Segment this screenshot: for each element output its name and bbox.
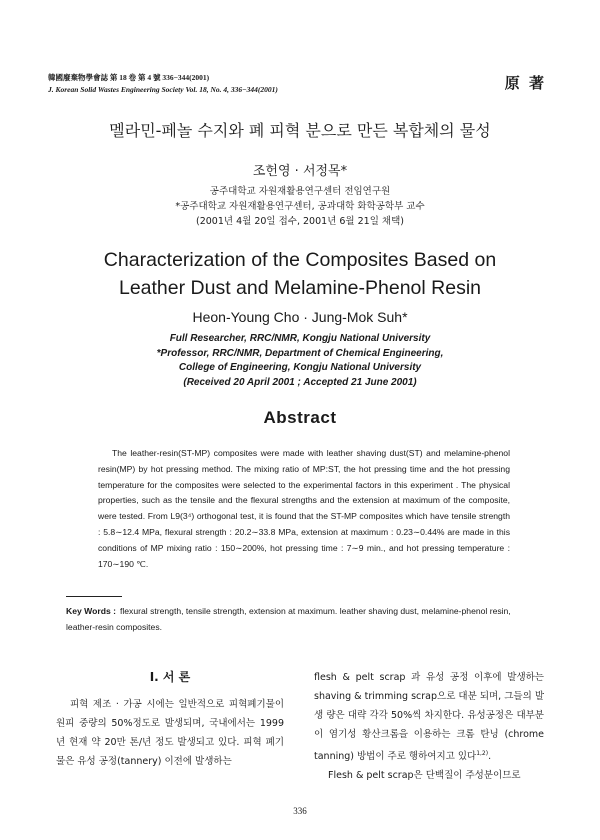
keywords-label: Key Words : — [66, 606, 116, 616]
authors-korean: 조헌영 · 서정목* — [252, 164, 348, 179]
affiliation-line: *Professor, RRC/NMR, Department of Chemical Engineering, — [156, 347, 444, 359]
affiliation-line: Full Researcher, RRC/NMR, Kongju National University — [169, 333, 431, 344]
journal-name-ko: 韓國廢棄物學會誌 第 18 卷 第 4 號 336−344(2001) — [48, 73, 210, 82]
keywords-divider — [66, 596, 122, 597]
paragraph-end: . — [488, 751, 492, 763]
citation-ref: 1,2) — [476, 750, 489, 757]
journal-name-en: J. Korean Solid Wastes Engineering Society Vol. 18, No. 4, 336−344(2001) — [48, 85, 278, 94]
body-column-left — [56, 668, 284, 771]
keywords — [66, 604, 542, 635]
affiliation-line: *공주대학교 자원재활용연구센터, 공과대학 화학공학부 교수 — [175, 201, 425, 212]
affiliations-korean — [0, 184, 600, 229]
abstract-text: The leather-resin(ST-MP) composites were made with leather shaving dust(ST) and melamine-phenol resin(MP) by hot pressing method. The mixing ratio of MP:ST, the hot pressing time and the hot pressing temperature for the composites were selected to the experimental factors in this experiment . The physical properties, such as the tensile and the flexural strengths and the extension at maximum of the composite, were tested. From L9(3⁴) orthogonal test, it is found that the ST-MP composites which have tensile strength : 5.8∼12.4 MPa, flexural strength : 20.2∼33.8 MPa, extension at maximum : 0.23∼0.44% are made in this conditions of MP mixing ratio : 150∼200%, hot pressing time : 7∼9 min., and hot pressing temperature : 170∼190 ℃. — [98, 448, 510, 569]
body-column-right — [314, 668, 544, 785]
keywords-text: flexural strength, tensile strength, extension at maximum. leather shaving dust, melamine-phenol resin, leather-resin composites. — [66, 606, 511, 632]
abstract-heading: Abstract — [263, 408, 337, 427]
body-paragraph: 피혁 제조 · 가공 시에는 일반적으로 피혁폐기물이 원피 중량의 50%정도로 발생되며, 국내에서는 1999년 현재 약 20만 톤/년 정도 발생되고 있다. 피혁 폐기물은 유성 공정(tannery) 이전에 발생하는 — [56, 699, 284, 767]
body-paragraph: Flesh & pelt scrap은 단백질이 주성분이므로 — [328, 770, 521, 782]
page-number: 336 — [293, 806, 307, 816]
received-dates-korean: (2001년 4월 20일 접수, 2001년 6월 21일 채택) — [196, 216, 404, 227]
title-english — [0, 246, 600, 302]
paragraph-text: flesh & pelt scrap 과 유성 공정 이후에 발생하는 shaving & trimming scrap으로 대분 되며, 그들의 발생 량은 대략 각각 50%씩 차지한다. 유성공정은 대부분이 염기성 황산크롬을 이용하는 크롬 탄닝 (chrome tanning) 방법이 주로 행하여지고 있다 — [314, 672, 544, 763]
section-heading: Ⅰ. 서 론 — [149, 670, 191, 684]
article-type-badge: 原 著 — [504, 74, 546, 92]
affiliation-line: 공주대학교 자원재활용연구센터 전임연구원 — [209, 186, 391, 197]
received-dates-english: (Received 20 April 2001 ; Accepted 21 June 2001) — [183, 376, 417, 388]
title-english-line: Characterization of the Composites Based on — [103, 249, 497, 271]
title-english-line: Leather Dust and Melamine-Phenol Resin — [118, 277, 482, 299]
affiliations-english — [0, 332, 600, 390]
affiliation-line: College of Engineering, Kongju National University — [178, 362, 422, 373]
title-korean: 멜라민-페놀 수지와 폐 피혁 분으로 만든 복합체의 물성 — [109, 121, 491, 140]
authors-english: Heon-Young Cho · Jung-Mok Suh* — [192, 309, 408, 325]
journal-citation — [48, 72, 278, 96]
body-paragraph — [314, 668, 544, 766]
